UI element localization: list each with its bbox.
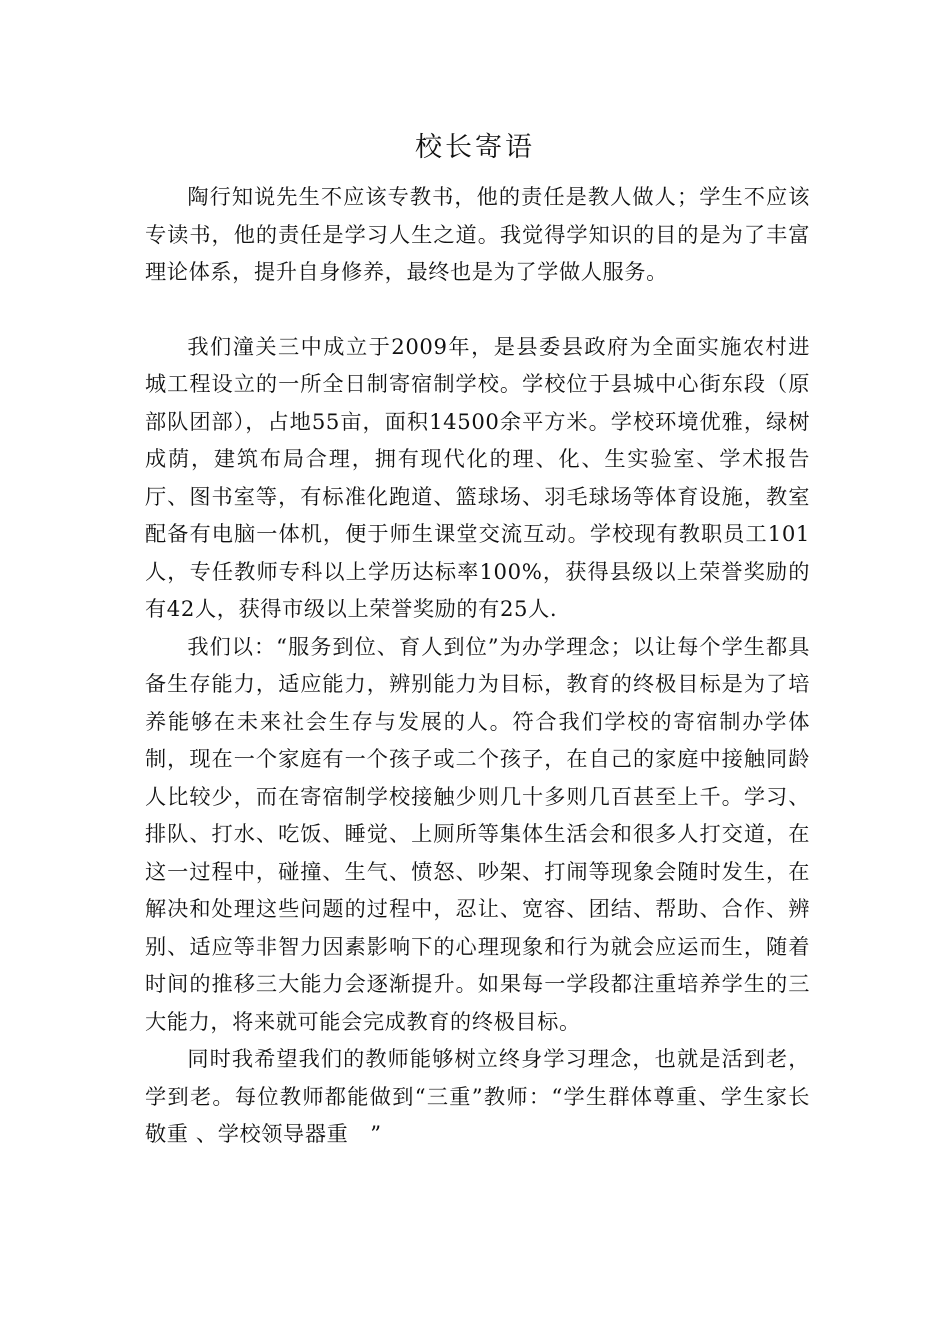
page-title: 校长寄语: [415, 132, 535, 163]
paragraph-2: 我们潼关三中成立于2009年，是县委县政府为全面实施农村进城工程设立的一所全日制寄宿制学校。学校位于县城中心街东段（原部队团部），占地55亩，面积14500余平方米。学校环境优雅，绿树成荫，建筑布局合理，拥有现代化的理、化、生实验室、学术报告厅、图书室等，有标准化跑道、篮球场、羽毛球场等体育设施，教室配备有电脑一体机，便于师生课堂交流互动。学校现有教职员工101人，专任教师专科以上学历达标率100%，获得县级以上荣誉奖励的有42人，获得市级以上荣誉奖励的有25人.: [145, 333, 810, 621]
paragraph-1: 陶行知说先生不应该专教书，他的责任是教人做人；学生不应该专读书，他的责任是学习人生之道。我觉得学知识的目的是为了丰富理论体系，提升自身修养，最终也是为了学做人服务。: [145, 184, 810, 284]
paragraph-3: 我们以：“服务到位、育人到位”为办学理念；以让每个学生都具备生存能力，适应能力，辨别能力为目标，教育的终极目标是为了培养能够在未来社会生存与发展的人。符合我们学校的寄宿制办学体制，现在一个家庭有一个孩子或二个孩子，在自己的家庭中接触同龄人比较少，而在寄宿制学校接触少则几十多则几百甚至上千。学习、排队、打水、吃饭、睡觉、上厕所等集体生活会和很多人打交道，在这一过程中，碰撞、生气、愤怒、吵架、打闹等现象会随时发生，在解决和处理这些问题的过程中，忍让、宽容、团结、帮助、合作、辨别、适应等非智力因素影响下的心理现象和行为就会应运而生，随着时间的推移三大能力会逐渐提升。如果每一学段都注重培养学生的三大能力，将来就可能会完成教育的终极目标。: [145, 633, 810, 1034]
paragraph-4: 同时我希望我们的教师能够树立终身学习理念，也就是活到老，学到老。每位教师都能做到“三重”教师：“学生群体尊重、学生家长敬重 、学校领导器重 ”: [145, 1046, 810, 1146]
document-body: [145, 178, 810, 1153]
paragraph-gap: [145, 291, 810, 328]
